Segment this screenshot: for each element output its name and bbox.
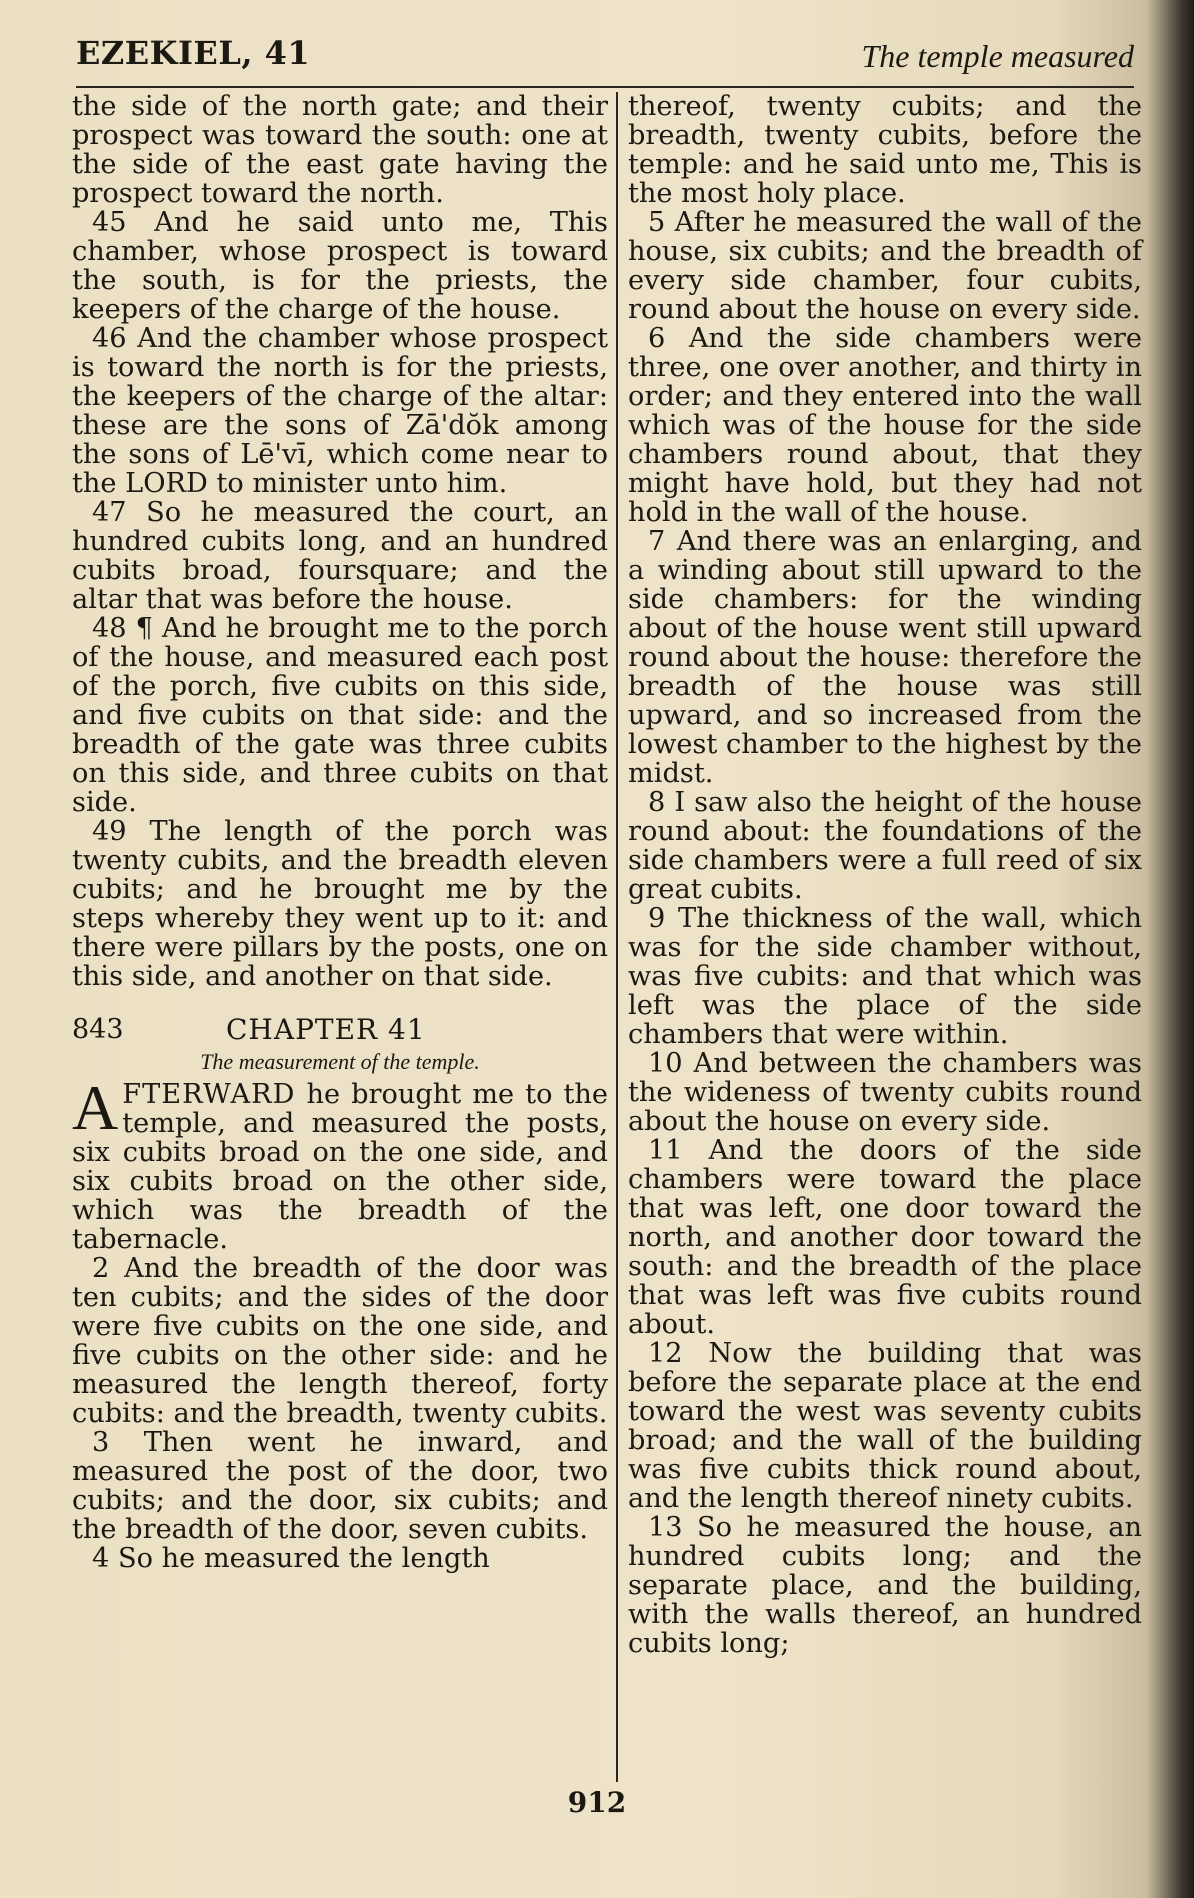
verse-5: 5 After he measured the wall of the house, six cubits; and the breadth of every side chamber, four cubits, round about the house on every side.: [628, 207, 1142, 325]
verse-7: 7 And there was an enlarging, and a winding about still upward to the side chambers: for the winding about of the house went still upward round about the house: therefore the breadth of the house was still upward, and so increased from the lowest chamber to the highest by the midst.: [628, 526, 1142, 789]
verse-4: 4 So he measured the length: [92, 1543, 490, 1574]
verse-9: 9 The thickness of the wall, which was for the side chamber without, was five cubits: and that which was left was the place of the side chambers that were within.: [628, 903, 1142, 1050]
page-number: 912: [567, 1786, 627, 1819]
verse-1: [72, 1072, 608, 1255]
chapter-heading: [72, 1015, 608, 1045]
left-column: [72, 92, 608, 1573]
verse-continuation: the side of the north gate; and their prospect was toward the south: one at the side of the east gate having the prospect toward the north.: [72, 91, 608, 209]
chapter-summary: The measurement of the temple.: [200, 1049, 480, 1074]
verse-13: 13 So he measured the house, an hundred cubits long; and the separate place, and the building, with the walls thereof, an hundred cubits long;: [628, 1512, 1142, 1659]
verse-1-text: he brought me to the temple, and measured the posts, six cubits broad on the one side, and six cubits broad on the other side, which was the breadth of the tabernacle.: [72, 1079, 608, 1255]
verse-48: 48 ¶ And he brought me to the porch of the house, and measured each post of the porch, five cubits on this side, and five cubits on that side: and the breadth of the gate was three cubits on this side, and three cubits on that side.: [72, 613, 608, 818]
verse-45: 45 And he said unto me, This chamber, whose prospect is toward the south, is for the priests, the keepers of the charge of the house.: [72, 207, 608, 325]
verse-3: 3 Then went he inward, and measured the post of the door, two cubits; and the door, six cubits; and the breadth of the door, seven cubits.: [72, 1427, 608, 1545]
verse-2: 2 And the breadth of the door was ten cubits; and the sides of the door were five cubits on the one side, and five cubits on the other side: and he measured the length thereof, forty cubits: and the breadth, twenty cubits.: [72, 1253, 608, 1429]
drop-cap: A: [72, 1072, 119, 1143]
verse-12: 12 Now the building that was before the separate place at the end toward the west was seventy cubits broad; and the wall of the building was five cubits thick round about, and the length thereof ninety cubits.: [628, 1338, 1142, 1514]
verse-6: 6 And the side chambers were three, one over another, and thirty in order; and they entered into the wall which was of the house for the side chambers round about, that they might have hold, but they had not hold in the wall of the house.: [628, 323, 1142, 528]
running-head-topic: The temple measured: [861, 38, 1134, 74]
right-column: [628, 92, 1142, 1658]
column-divider: [616, 92, 618, 1782]
verse-10: 10 And between the chambers was the wideness of twenty cubits round about the house on every side.: [628, 1048, 1142, 1137]
verse-46: 46 And the chamber whose prospect is toward the north is for the priests, the keepers of the charge of the altar: these are the sons of Zā'dŏk among the sons of Lē'vī, which come near to the LORD to minister unto him.: [72, 323, 608, 499]
verse-49: 49 The length of the porch was twenty cubits, and the breadth eleven cubits; and he brought me by the steps whereby they went up to it: and there were pillars by the posts, one on this side, and another on that side.: [72, 816, 608, 992]
verse-1-caps: FTERWARD: [122, 1079, 296, 1110]
chapter-reference-number: 843: [72, 1014, 124, 1045]
verse-11: 11 And the doors of the side chambers were toward the place that was left, one door toward the north, and another door toward the south: and the breadth of the place that was left was five cubits round about.: [628, 1135, 1142, 1340]
page-header: [76, 28, 1134, 78]
verse-8: 8 I saw also the height of the house round about: the foundations of the side chambers were a full reed of six great cubits.: [628, 787, 1142, 905]
running-head-book: EZEKIEL, 41: [76, 34, 311, 72]
verse-47: 47 So he measured the court, an hundred cubits long, and an hundred cubits broad, foursquare; and the altar that was before the house.: [72, 497, 608, 615]
verse-4-continuation: thereof, twenty cubits; and the breadth, twenty cubits, before the temple: and he said unto me, This is the most holy place.: [628, 91, 1142, 209]
chapter-title: CHAPTER 41: [226, 1013, 426, 1046]
header-rule: [76, 86, 1134, 88]
